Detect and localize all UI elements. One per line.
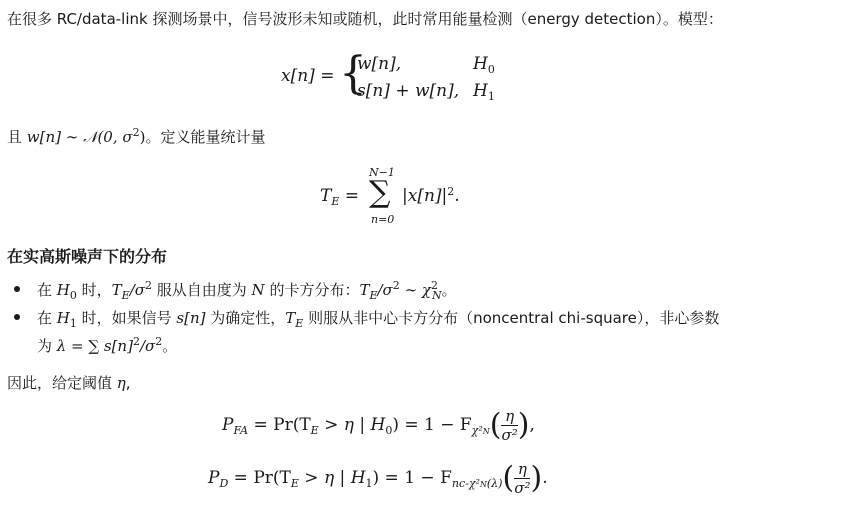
model-case2-expr: s[n] + w[n], [357,81,460,101]
bullet-h1: 在 $H_1$ 时，如果信号 s[n] 为确定性，$T_E$ 则服从非中心卡方分布（noncentral chi-square），非心参数 [14,308,719,328]
conclusion-text: 因此，给定阈值 η, [7,374,131,392]
bullet-h0: 在 $H_0$ 时，$T_E/\sigma^2$ 服从自由度为 N 的卡方分布：$T_E/\sigma^2$ ∼ $\chi^2_N$。 [14,280,457,300]
intro-paragraph: 在很多 RC/data-link 探测场景中，信号波形未知或随机，此时常用能量检测（energy detection）。模型： [7,10,723,28]
sum-symbol: ∑ [369,175,391,210]
model-case1-expr: w[n], [357,54,402,74]
model-lhs: x[n] = [281,66,335,86]
model-case1-hyp: $H_0$ [473,54,495,76]
pd-equation: $P_D = Pr(T_E > \eta$ | $H_1) = 1 - F_{nc-\chi^2N(\lambda)}$( $\frac{\eta}{\text{σ²}}$ ). [208,460,548,497]
model-brace: { [339,48,367,99]
noise-definition: 且 w[n] ∼ 𝒩(0, $\sigma^2$)。定义能量统计量 [7,126,266,146]
sum-lower-limit: n=0 [371,213,395,226]
bullet-dot [14,286,20,292]
bullet-h1-continuation: 为 λ = ∑ $s[n]^2/\sigma^2$。 [37,335,178,355]
pfa-equation: $P_{FA} = Pr(T_E > \eta$ | $H_0) = 1 - F_{\chi^2N}$( $\frac{\eta}{\text{σ²}}$ ), [222,407,535,444]
model-case2-hyp: $H_1$ [473,81,495,103]
section-title: 在实高斯噪声下的分布 [7,247,168,266]
pd-fraction: $\frac{\eta}{\text{σ²}}$ [514,460,531,497]
pfa-fraction: $\frac{\eta}{\text{σ²}}$ [501,407,518,444]
stat-lhs: $T_E$ = [320,186,360,208]
sum-upper-limit: N−1 [369,166,395,179]
bullet-dot [14,314,20,320]
stat-body: $|x[n]|^2$. [402,185,460,206]
